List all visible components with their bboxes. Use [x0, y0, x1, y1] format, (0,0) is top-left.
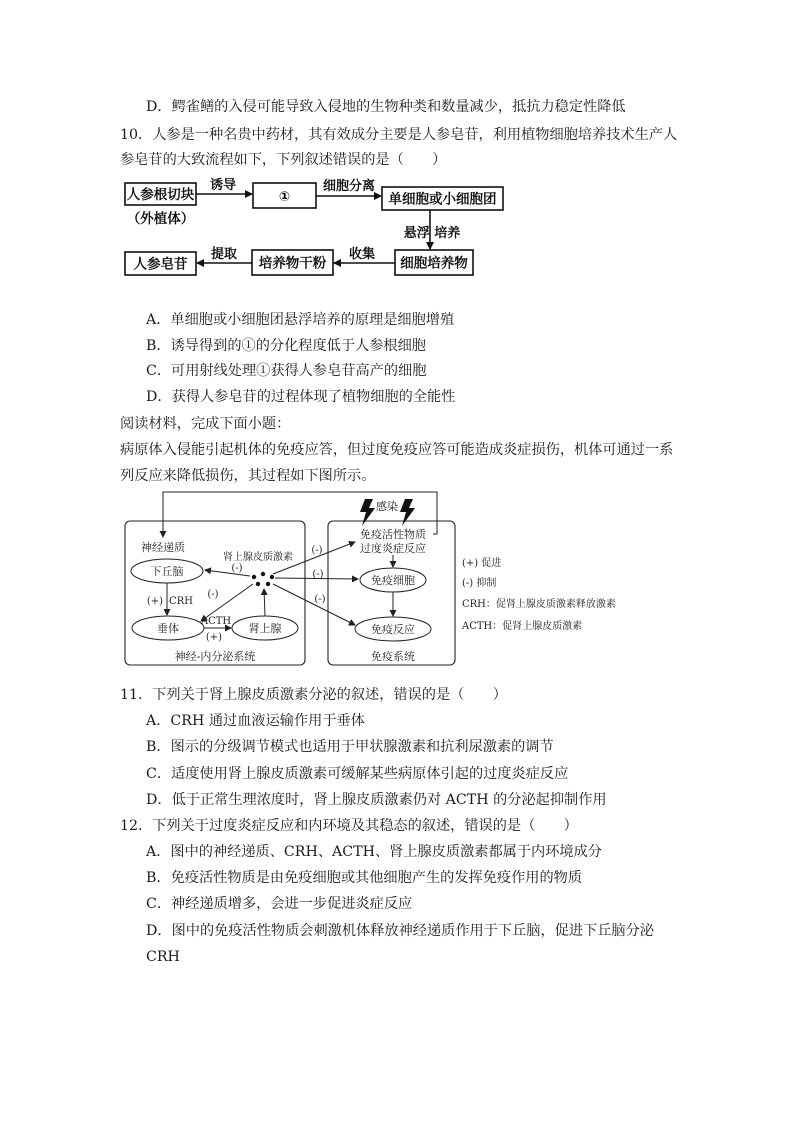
- q11-option-c: C．适度使用肾上腺皮质激素可缓解某些病原体引起的过度炎症反应: [146, 766, 569, 782]
- flow-product: 人参皂苷: [133, 256, 188, 273]
- cortical-hormone-label: 肾上腺皮质激素: [223, 552, 293, 563]
- minus-pituitary: (-): [207, 589, 219, 600]
- q10-option-a: A．单细胞或小细胞团悬浮培养的原理是细胞增殖: [146, 312, 455, 328]
- immune-response-label: 免疫反应: [371, 623, 415, 636]
- flow-label-collect: 收集: [348, 247, 376, 262]
- material-line1: 病原体入侵能引起机体的免疫应答，但过度免疫应答可能造成炎症损伤，机体可通过一系: [120, 442, 674, 458]
- minus-hypothalamus: (-): [231, 563, 243, 574]
- q12-option-b: B．免疫活性物质是由免疫细胞或其他细胞产生的发挥免疫作用的物质: [146, 870, 583, 886]
- q10-option-b: B．诱导得到的①的分化程度低于人参根细胞: [146, 338, 426, 354]
- flow-explant-note: （外植体）: [126, 211, 195, 227]
- q10-option-c: C．可用射线处理①获得人参皂苷高产的细胞: [146, 363, 427, 379]
- minus-immune-response: (-): [314, 594, 326, 605]
- legend-minus: (-) 抑制: [462, 578, 497, 589]
- infection-label: 感染: [376, 500, 398, 513]
- plus-acth: (+): [205, 632, 223, 643]
- q11-stem: 11．下列关于肾上腺皮质激素分泌的叙述，错误的是（ ）: [120, 687, 507, 703]
- flow-label-extract: 提取: [210, 247, 238, 262]
- immune-diagram: [115, 485, 645, 675]
- q12-option-d: D．图中的免疫活性物质会刺激机体释放神经递质作用于下丘脑，促进下丘脑分泌: [146, 923, 654, 939]
- q11-option-b: B．图示的分级调节模式也适用于甲状腺激素和抗利尿激素的调节: [146, 739, 554, 755]
- excess-inflammation-label: 过度炎症反应: [360, 542, 426, 555]
- flow-cell-culture: 细胞培养物: [400, 255, 468, 272]
- q11-option-d: D．低于正常生理浓度时，肾上腺皮质激素仍对 ACTH 的分泌起抑制作用: [146, 792, 607, 808]
- material-line2: 列反应来降低损伤，其过程如下图所示。: [120, 468, 376, 484]
- immune-cells-label: 免疫细胞: [371, 574, 415, 587]
- crh-label: CRH: [169, 596, 193, 607]
- q10-stem-line1: 10．人参是一种名贵中药材，其有效成分主要是人参皂苷，利用植物细胞培养技术生产人: [120, 127, 678, 143]
- immune-substance-label: 免疫活性物质: [360, 528, 426, 541]
- arrow-to-hypothalamus: [205, 570, 250, 576]
- minus-immune-substance: (-): [311, 545, 323, 556]
- flow-label-separate: 细胞分离: [322, 179, 376, 194]
- left-system-label: 神经-内分泌系统: [174, 650, 256, 663]
- pituitary-label: 垂体: [157, 622, 179, 635]
- lightning-icon: [360, 499, 375, 526]
- hypothalamus-label: 下丘脑: [150, 565, 184, 578]
- q10-stem-line2: 参皂苷的大致流程如下，下列叙述错误的是（ ）: [120, 152, 447, 168]
- hormone-dots: [252, 572, 274, 586]
- flow-label-suspension: 悬浮 培养: [403, 226, 461, 241]
- q12-option-c: C．神经递质增多，会进一步促进炎症反应: [146, 896, 413, 912]
- q10-flowchart: [110, 175, 530, 285]
- legend-crh: CRH：促肾上腺皮质激素释放激素: [462, 599, 616, 610]
- lightning-icon: [400, 499, 415, 526]
- adrenal-label: 肾上腺: [248, 622, 282, 635]
- acth-label: ACTH: [200, 616, 232, 627]
- flow-explant: 人参根切块: [126, 187, 195, 203]
- q12-option-d-continued: CRH: [146, 949, 180, 965]
- minus-immune-cells: (-): [312, 569, 324, 580]
- right-system-label: 免疫系统: [371, 650, 415, 663]
- q11-option-a: A．CRH 通过血液运输作用于垂体: [146, 713, 365, 729]
- flow-dry-powder: 培养物干粉: [258, 255, 327, 272]
- plus-crh: (+): [146, 596, 164, 607]
- q12-stem: 12．下列关于过度炎症反应和内环境及其稳态的叙述，错误的是（ ）: [120, 818, 578, 834]
- arrow-adrenal-hormone: [264, 589, 265, 616]
- legend-acth: ACTH：促肾上腺皮质激素: [462, 621, 583, 632]
- flow-label-induce: 诱导: [209, 178, 237, 193]
- neurotransmitter-label: 神经递质: [141, 541, 185, 554]
- q10-option-d: D．获得人参皂苷的过程体现了植物细胞的全能性: [146, 389, 456, 405]
- prev-option-d: D．鳄雀鳝的入侵可能导致入侵地的生物种类和数量减少，抵抗力稳定性降低: [146, 99, 626, 115]
- flow-single-cells: 单细胞或小细胞团: [388, 191, 497, 208]
- flow-step1: ①: [278, 189, 291, 205]
- material-intro: 阅读材料，完成下面小题：: [120, 416, 291, 432]
- q12-option-a: A．图中的神经递质、CRH、ACTH、肾上腺皮质激素都属于内环境成分: [146, 844, 602, 860]
- legend-plus: (+) 促进: [462, 558, 502, 569]
